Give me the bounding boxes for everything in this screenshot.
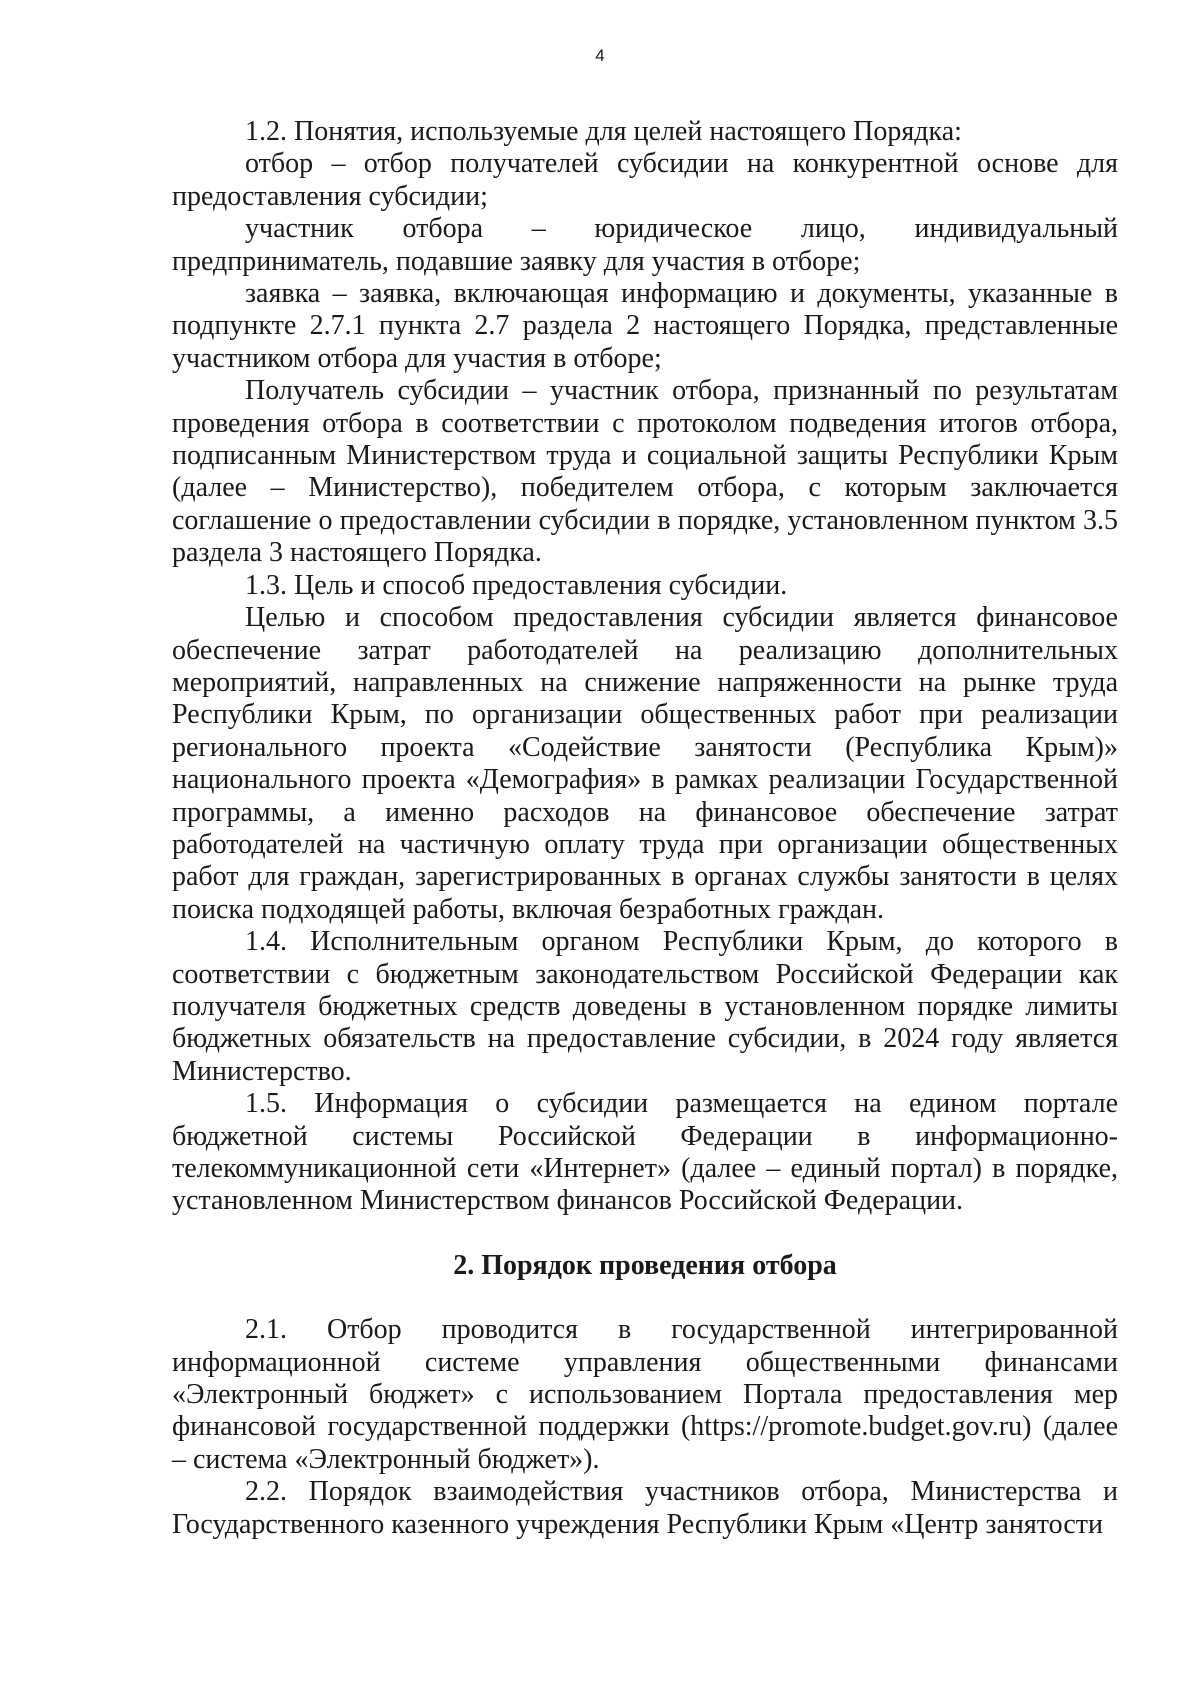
paragraph-definition-selection: отбор – отбор получателей субсидии на конкурентной основе для предоставления субсидии; [172,148,1118,212]
paragraph-1-4: 1.4. Исполнительным органом Республики Крым, до которого в соответствии с бюджетным законодательством Российской Федерации как получателя бюджетных средств доведены в установленном порядке лимиты бюджетных обязательств на предоставление субсидии, в 2024 году является Министерство. [172,926,1118,1087]
paragraph-1-2: 1.2. Понятия, используемые для целей настоящего Порядка: [245,116,962,147]
paragraph-definition-recipient: Получатель субсидии – участник отбора, признанный по результатам проведения отбора в соответствии с протоколом подведения итогов отбора, подписанным Министерством труда и социальной защиты Республики Крым (далее – Министерство), победителем отбора, с которым заключается соглашение о предоставлении субсидии в порядке, установленном пунктом 3.5 раздела 3 настоящего Порядка. [172,375,1118,569]
section-heading: 2. Порядок проведения отбора [453,1249,837,1281]
document-body [172,116,1118,1541]
paragraph-2-2: 2.2. Порядок взаимодействия участников отбора, Министерства и Государственного казенного учреждения Республики Крым «Центр занятости [172,1476,1118,1540]
paragraph-1-3: 1.3. Цель и способ предоставления субсидии. [245,569,788,601]
paragraph-purpose: Целью и способом предоставления субсидии является финансовое обеспечение затрат работодателей на реализацию дополнительных мероприятий, направленных на снижение напряженности на рынке труда Республики Крым, по организации общественных работ при реализации регионального проекта «Содействие занятости (Республика Крым)» национального проекта «Демография» в рамках реализации Государственной программы, а именно расходов на финансовое обеспечение затрат работодателей на частичную оплату труда при организации общественных работ для граждан, зарегистрированных в органах службы занятости в целях поиска подходящей работы, включая безработных граждан. [172,602,1118,925]
paragraph-definition-application: заявка – заявка, включающая информацию и документы, указанные в подпункте 2.7.1 пункта 2.7 раздела 2 настоящего Порядка, представленные участником отбора для участия в отборе; [172,278,1118,374]
paragraph-1-5: 1.5. Информация о субсидии размещается на едином портале бюджетной системы Российской Федерации в информационно-телекоммуникационной сети «Интернет» (далее – единый портал) в порядке, установленном Министерством финансов Российской Федерации. [172,1088,1118,1217]
paragraph-2-1: 2.1. Отбор проводится в государственной интегрированной информационной системе управления общественными финансами «Электронный бюджет» с использованием Портала предоставления мер финансовой государственной поддержки (https://promote.budget.gov.ru) (далее – система «Электронный бюджет»). [172,1314,1118,1475]
paragraph-definition-participant: участник отбора – юридическое лицо, индивидуальный предприниматель, подавшие заявку для участия в отборе; [172,213,1118,277]
page-number: 4 [595,46,605,65]
